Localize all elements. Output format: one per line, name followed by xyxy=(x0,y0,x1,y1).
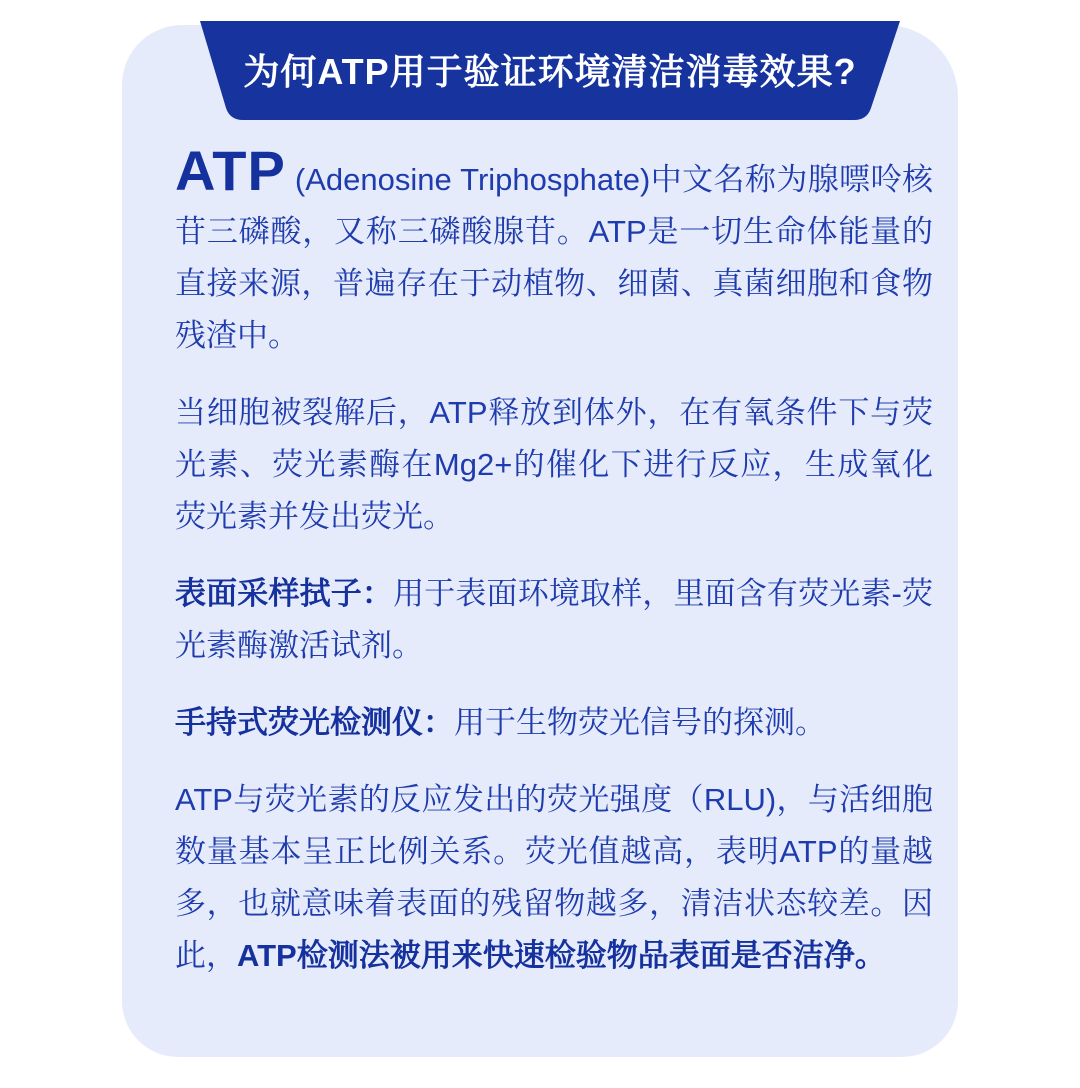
banner-title: 为何ATP用于验证环境清洁消毒效果? xyxy=(243,51,857,92)
paragraph-atp-intro xyxy=(175,139,933,362)
paragraph-rlu xyxy=(175,774,933,982)
title-banner xyxy=(190,21,910,120)
rlu-emphasis: ATP检测法被用来快速检验物品表面是否洁净。 xyxy=(237,938,886,973)
detector-text: 用于生物荧光信号的探测。 xyxy=(454,705,826,740)
swab-text: 用于表面环境取样，里面含有荧光素-荧光素酶激活试剂。 xyxy=(175,576,934,663)
body-text-block xyxy=(175,139,934,1007)
swab-label: 表面采样拭子： xyxy=(175,576,394,611)
detector-label: 手持式荧光检测仪： xyxy=(175,705,454,740)
atp-intro-text: (Adenosine Triphosphate)中文名称为腺嘌呤核苷三磷酸，又称三磷酸腺苷。ATP是一切生命体能量的直接来源，普遍存在于动植物、细菌、真菌细胞和食物残渣中。 xyxy=(175,162,933,353)
reaction-text: 当细胞被裂解后，ATP释放到体外，在有氧条件下与荧光素、荧光素酶在Mg2+的催化下进行反应，生成氧化荧光素并发出荧光。 xyxy=(175,395,933,534)
paragraph-reaction xyxy=(175,387,933,543)
paragraph-detector xyxy=(175,697,933,749)
rlu-text: ATP与荧光素的反应发出的荧光强度（RLU)，与活细胞数量基本呈正比例关系。荧光值越高，表明ATP的量越多，也就意味着表面的残留物越多，清洁状态较差。因此， xyxy=(175,782,933,973)
paragraph-swab xyxy=(175,568,933,672)
atp-lead-text: ATP xyxy=(175,139,286,202)
